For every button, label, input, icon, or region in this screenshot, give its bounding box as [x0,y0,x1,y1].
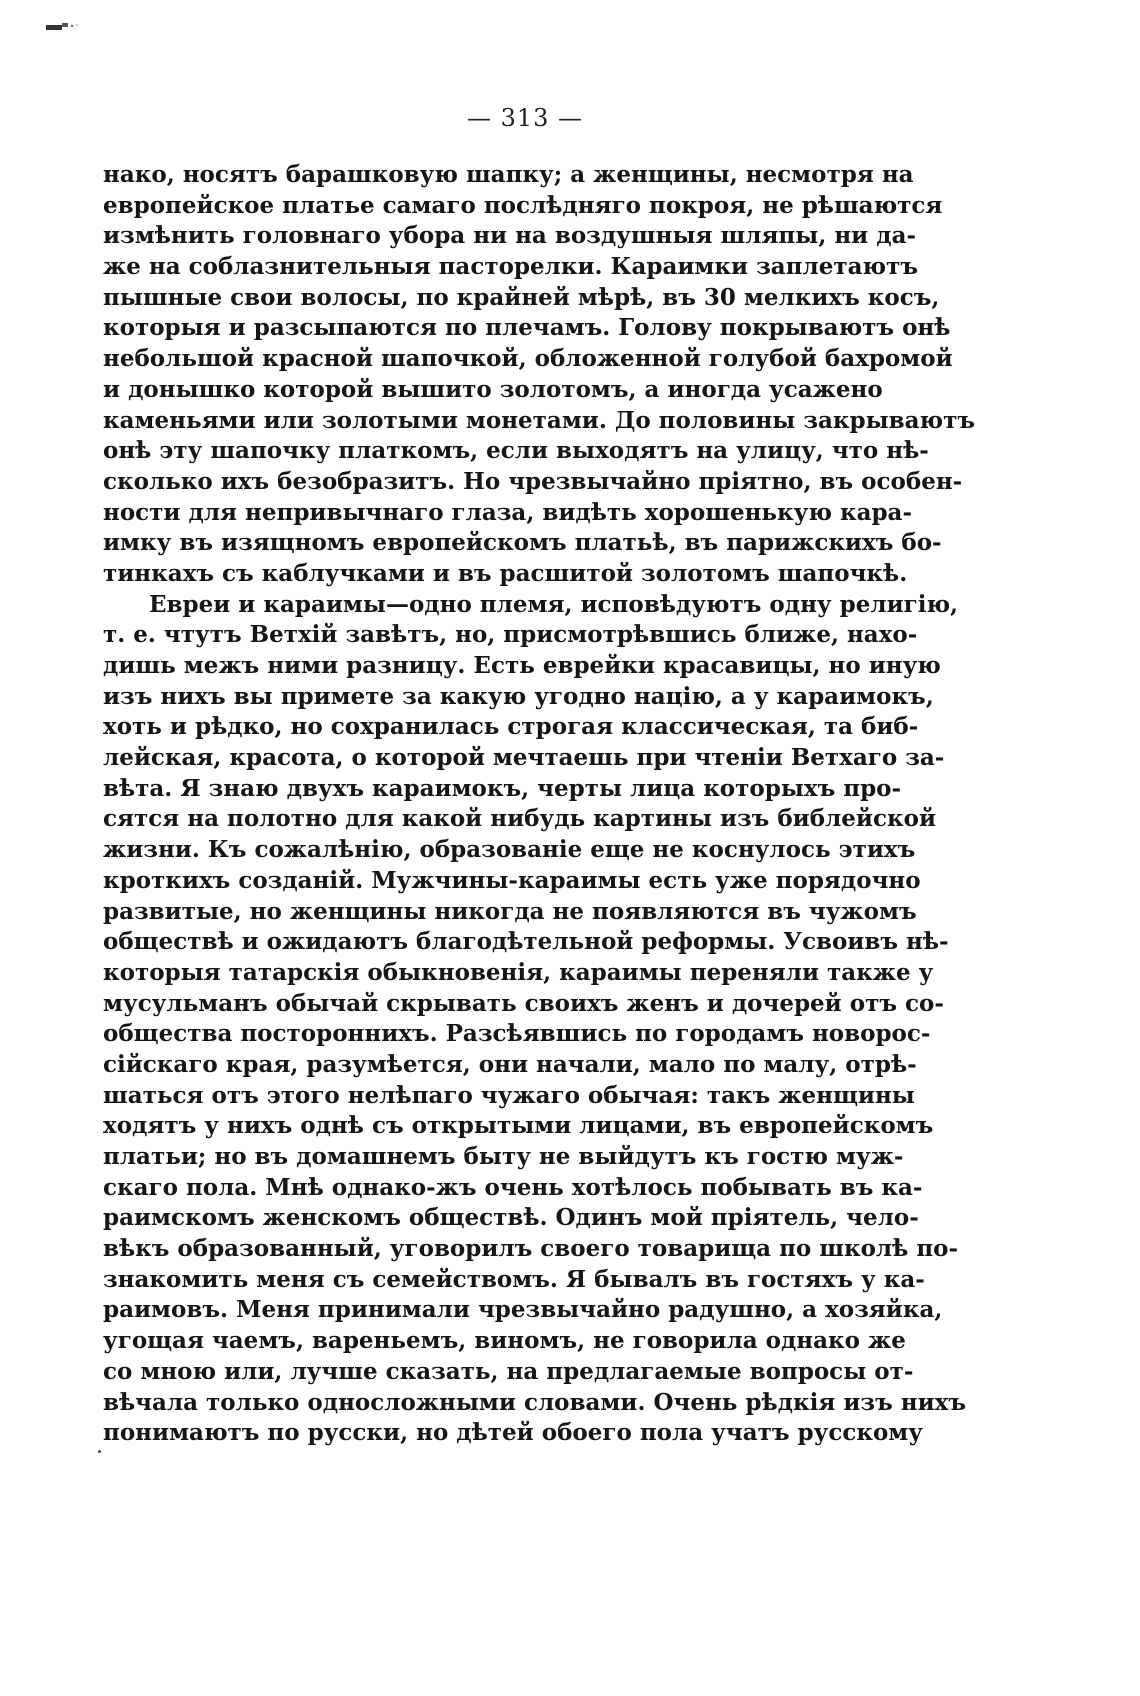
text-line: Евреи и караимы—одно племя, исповѣдуютъ одну религію, [149,590,959,618]
corner-mark-icon [46,22,80,36]
text-line: и донышко которой вышито золотомъ, а иногда усажено [103,375,883,403]
text-line: хоть и рѣдко, но сохранилась строгая классическая, та биб- [103,713,919,741]
text-line: мусульманъ обычай скрывать своихъ женъ и дочерей отъ со- [103,989,944,1017]
text-line: вѣчала только односложными словами. Очень рѣдкія изъ нихъ [103,1388,966,1416]
text-line: угощая чаемъ, вареньемъ, виномъ, не говорила однако же [103,1327,906,1355]
text-line: раимовъ. Меня принимали чрезвычайно радушно, а хозяйка, [103,1296,943,1324]
text-line: понимаютъ по русски, но дѣтей обоего пола учатъ русскому [103,1419,923,1447]
text-line: со мною или, лучше сказать, на предлагаемые вопросы от- [103,1357,914,1385]
text-line: платьи; но въ домашнемъ быту не выйдутъ къ гостю муж- [103,1143,904,1170]
text-line: т. е. чтутъ Ветхій завѣтъ, но, присмотрѣвшись ближе, нахо- [103,621,918,649]
text-line: обществѣ и ожидаютъ благодѣтельной реформы. Усвоивъ нѣ- [103,928,949,956]
text-line: тинкахъ съ каблучками и въ расшитой золотомъ шапочкѣ. [103,559,908,587]
text-line: сятся на полотно для какой нибудь картины изъ библейской [103,805,936,833]
text-line: пышные свои волосы, по крайней мѣрѣ, въ 30 мелкихъ косъ, [103,283,940,311]
text-line: же на соблазнительныя пасторелки. Караимки заплетаютъ [103,253,918,281]
body-text [103,160,976,1449]
text-line: европейское платье самаго послѣдняго покроя, не рѣшаются [103,191,943,219]
text-line: вѣта. Я знаю двухъ караимокъ, черты лица которыхъ про- [103,774,902,802]
text-line: скаго пола. Мнѣ однако-жъ очень хотѣлось побывать въ ка- [103,1173,923,1201]
margin-speck [98,1450,101,1453]
text-line: шаться отъ этого нелѣпаго чужаго обычая: такъ женщины [103,1081,915,1109]
text-line: вѣкъ образованный, уговорилъ своего товарища по школѣ по- [103,1235,959,1263]
text-line: кроткихъ созданій. Мужчины-караимы есть уже порядочно [103,866,921,894]
text-line: изъ нихъ вы примете за какую угодно націю, а у караимокъ, [103,682,934,710]
text-line: жизни. Къ сожалѣнію, образованіе еще не коснулось этихъ [103,836,916,864]
text-line: небольшой красной шапочкой, обложенной голубой бахромой [103,345,953,373]
text-line: общества постороннихъ. Разсѣявшись по городамъ новорос- [103,1020,931,1048]
text-line: измѣнить головнаго убора ни на воздушныя шляпы, ни да- [103,222,917,250]
text-line: каменьями или золотыми монетами. До половины закрываютъ [103,406,976,434]
text-line: которыя татарскія обыкновенія, караимы переняли также у [103,958,934,986]
text-line: раимскомъ женскомъ обществѣ. Одинъ мой пріятель, чело- [103,1204,919,1232]
text-line: ходятъ у нихъ однѣ съ открытыми лицами, въ европейскомъ [103,1112,934,1140]
text-line: онѣ эту шапочку платкомъ, если выходятъ на улицу, что нѣ- [103,437,929,465]
text-line: знакомить меня съ семействомъ. Я бывалъ въ гостяхъ у ка- [103,1265,925,1293]
text-line: сколько ихъ безобразитъ. Но чрезвычайно пріятно, въ особен- [103,467,963,495]
page-number: — 313 — [466,104,584,132]
text-line: которыя и разсыпаются по плечамъ. Голову покрываютъ онѣ [103,314,951,342]
text-line: дишь межъ ними разницу. Есть еврейки красавицы, но иную [103,652,941,679]
text-line: развитые, но женщины никогда не появляются въ чужомъ [103,897,917,925]
text-line: имку въ изящномъ европейскомъ платьѣ, въ парижскихъ бо- [103,529,942,557]
text-line: нако, носятъ барашковую шапку; а женщины, несмотря на [103,161,914,188]
text-line: лейская, красота, о которой мечтаешь при чтеніи Ветхаго за- [103,744,945,772]
text-line: ности для непривычнаго глаза, видѣть хорошенькую кара- [103,498,912,526]
text-line: сійскаго края, разумѣется, они начали, мало по малу, отрѣ- [103,1050,917,1078]
